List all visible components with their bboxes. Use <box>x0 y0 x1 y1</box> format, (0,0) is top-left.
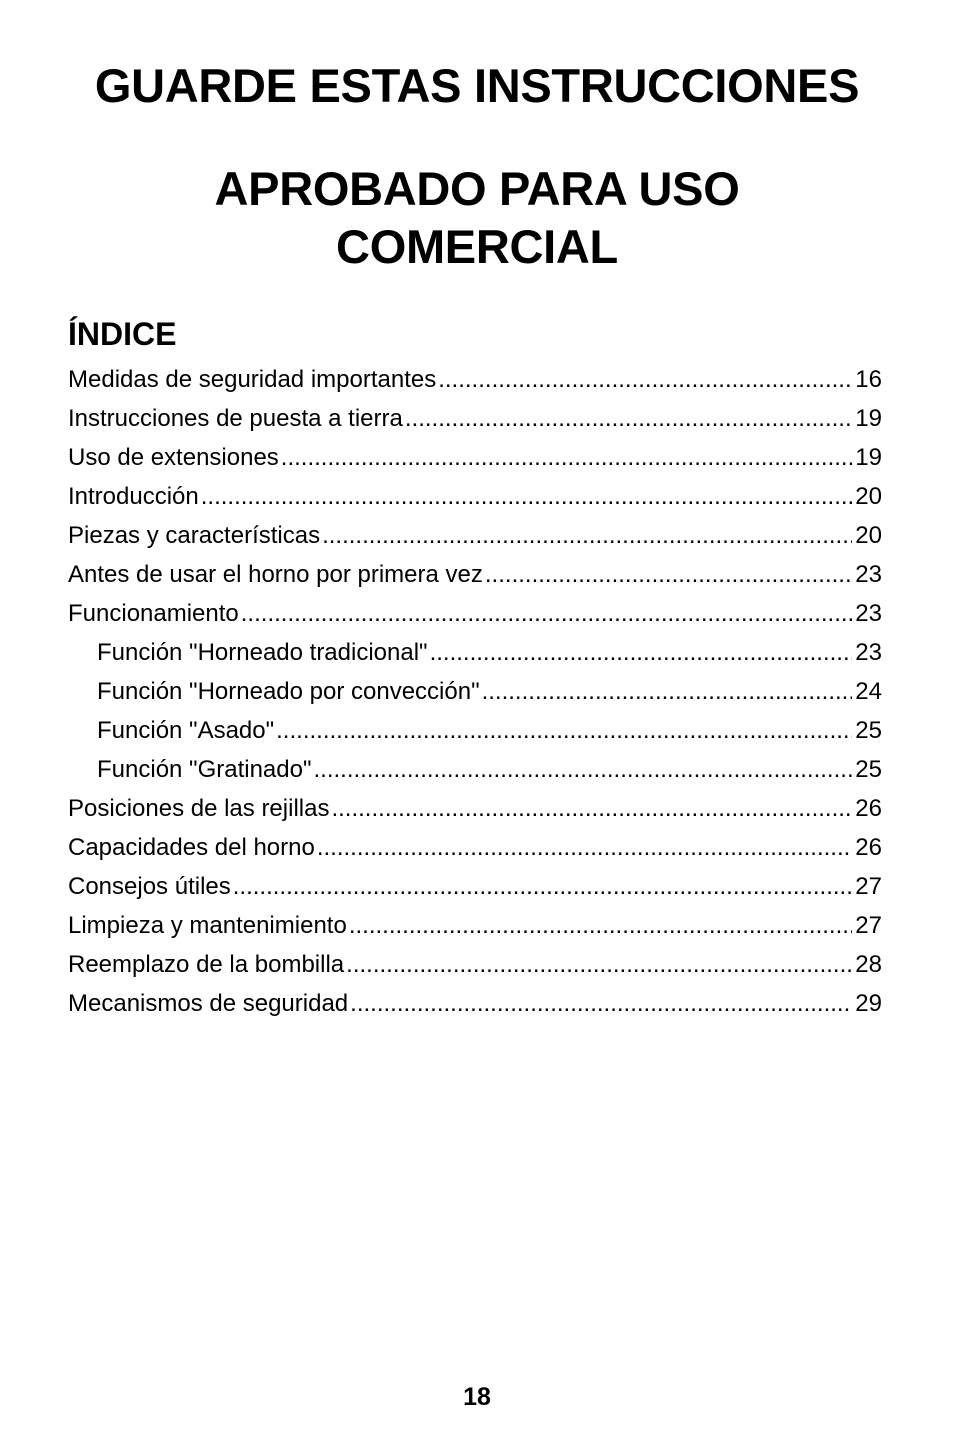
toc-entry <box>68 984 882 1023</box>
toc-entry-label: Uso de extensiones <box>68 444 279 471</box>
toc-dot-leader <box>349 906 852 945</box>
toc-dot-leader <box>201 477 853 516</box>
toc-entry <box>68 438 882 477</box>
toc-entry <box>68 789 882 828</box>
toc-entry-page: 20 <box>855 483 882 510</box>
toc-subentry <box>68 633 882 672</box>
toc-entry <box>68 945 882 984</box>
toc-entry-label: Capacidades del horno <box>68 834 315 861</box>
index-heading: ÍNDICE <box>68 316 177 352</box>
toc-entry-page: 16 <box>855 366 882 393</box>
toc-entry <box>68 555 882 594</box>
toc-dot-leader <box>276 711 852 750</box>
toc-entry <box>68 906 882 945</box>
toc-dot-leader <box>331 789 852 828</box>
toc-entry-page: 25 <box>855 717 882 744</box>
toc-entry-page: 28 <box>855 951 882 978</box>
toc-dot-leader <box>233 867 853 906</box>
toc-entry-label: Piezas y características <box>68 522 321 549</box>
toc-entry-label: Posiciones de las rejillas <box>68 795 330 822</box>
toc-entry-page: 26 <box>855 795 882 822</box>
toc-entry <box>68 516 882 555</box>
toc-entry-label: Reemplazo de la bombilla <box>68 951 345 978</box>
toc-dot-leader <box>430 633 853 672</box>
toc-entry <box>68 867 882 906</box>
toc-entry-page: 27 <box>855 873 882 900</box>
toc-entry-label: Función "Horneado por convección" <box>97 678 480 705</box>
approval-title <box>0 160 954 276</box>
toc-entry-page: 23 <box>855 639 882 666</box>
toc-entry-label: Introducción <box>68 483 199 510</box>
toc-entry <box>68 828 882 867</box>
toc-dot-leader <box>350 984 852 1023</box>
toc-entry-label: Función "Asado" <box>97 717 275 744</box>
toc-entry-page: 26 <box>855 834 882 861</box>
toc-subentry <box>68 750 882 789</box>
approval-title-line-2: COMERCIAL <box>336 220 618 273</box>
toc-entry <box>68 594 882 633</box>
toc-entry <box>68 360 882 399</box>
toc-entry-label: Medidas de seguridad importantes <box>68 366 437 393</box>
toc-dot-leader <box>281 438 853 477</box>
toc-entry <box>68 399 882 438</box>
toc-entry-label: Limpieza y mantenimiento <box>68 912 347 939</box>
toc-dot-leader <box>346 945 852 984</box>
toc-entry-page: 19 <box>855 405 882 432</box>
toc-entry-label: Consejos útiles <box>68 873 231 900</box>
toc-entry-page: 19 <box>855 444 882 471</box>
toc-dot-leader <box>317 828 852 867</box>
toc-entry-page: 24 <box>855 678 882 705</box>
page-title: GUARDE ESTAS INSTRUCCIONES <box>94 59 860 112</box>
toc-entry-label: Mecanismos de seguridad <box>68 990 349 1017</box>
toc-entry-page: 23 <box>855 561 882 588</box>
toc-entry-label: Antes de usar el horno por primera vez <box>68 561 483 588</box>
approval-title-line-1: APROBADO PARA USO <box>214 162 740 215</box>
toc-entry-page: 25 <box>855 756 882 783</box>
toc-entry-page: 23 <box>855 600 882 627</box>
toc-dot-leader <box>241 594 853 633</box>
toc-dot-leader <box>405 399 852 438</box>
toc-entry-page: 27 <box>855 912 882 939</box>
toc-entry-label: Función "Gratinado" <box>97 756 312 783</box>
toc-dot-leader <box>485 555 852 594</box>
toc-entry-label: Funcionamiento <box>68 600 239 627</box>
toc-dot-leader <box>314 750 853 789</box>
toc-entry-page: 20 <box>855 522 882 549</box>
toc-subentry <box>68 672 882 711</box>
toc-entry-label: Función "Horneado tradicional" <box>97 639 428 666</box>
toc-dot-leader <box>482 672 853 711</box>
toc-dot-leader <box>322 516 852 555</box>
page-number: 18 <box>463 1383 491 1411</box>
toc-dot-leader <box>438 360 852 399</box>
toc-subentry <box>68 711 882 750</box>
toc-entry-label: Instrucciones de puesta a tierra <box>68 405 403 432</box>
toc-entry-page: 29 <box>855 990 882 1017</box>
toc-entry <box>68 477 882 516</box>
table-of-contents <box>68 360 882 1023</box>
